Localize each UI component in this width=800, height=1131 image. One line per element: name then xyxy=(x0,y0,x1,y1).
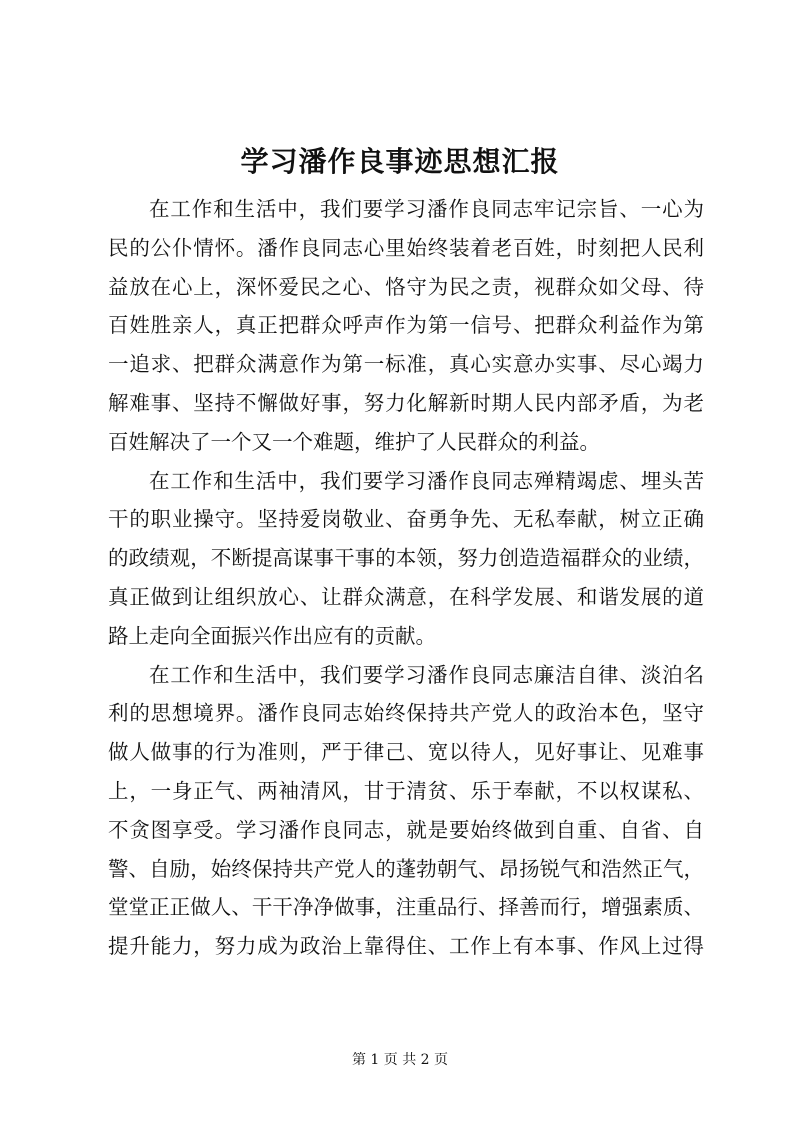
paragraph-line: 的政绩观，不断提高谋事干事的本领，努力创造造福群众的业绩， xyxy=(108,546,704,571)
paragraph-line: 警、自励，始终保持共产党人的蓬勃朝气、昂扬锐气和浩然正气， xyxy=(108,856,704,881)
paragraph-line: 真正做到让组织放心、让群众满意，在科学发展、和谐发展的道 xyxy=(108,584,704,609)
paragraph-line: 百姓胜亲人，真正把群众呼声作为第一信号、把群众利益作为第 xyxy=(108,313,704,338)
paragraph-line: 提升能力，努力成为政治上靠得住、工作上有本事、作风上过得 xyxy=(108,934,704,959)
paragraph-line: 在工作和生活中，我们要学习潘作良同志殚精竭虑、埋头苦 xyxy=(149,468,704,493)
paragraph-line: 民的公仆情怀。潘作良同志心里始终装着老百姓，时刻把人民利 xyxy=(108,235,704,260)
paragraph-line: 在工作和生活中，我们要学习潘作良同志廉洁自律、淡泊名 xyxy=(149,662,704,687)
paragraph-line: 在工作和生活中，我们要学习潘作良同志牢记宗旨、一心为 xyxy=(149,197,704,221)
paragraph-line: 上，一身正气、两袖清风，甘于清贫、乐于奉献，不以权谋私、 xyxy=(108,778,704,803)
paragraph-line: 不贪图享受。学习潘作良同志，就是要始终做到自重、自省、自 xyxy=(108,817,704,842)
paragraph-line: 路上走向全面振兴作出应有的贡献。 xyxy=(108,623,436,648)
paragraph-line: 一追求、把群众满意作为第一标准，真心实意办实事、尽心竭力 xyxy=(108,352,704,377)
paragraph-line: 做人做事的行为准则，严于律己、宽以待人，见好事让、见难事 xyxy=(108,740,704,765)
page-title: 学习潘作良事迹思想汇报 xyxy=(240,145,560,178)
paragraph-line: 百姓解决了一个又一个难题，维护了人民群众的利益。 xyxy=(108,429,600,454)
paragraph-line: 解难事、坚持不懈做好事，努力化解新时期人民内部矛盾，为老 xyxy=(108,390,704,415)
page-footer: 第 1 页 共 2 页 xyxy=(351,1052,449,1068)
paragraph-line: 益放在心上，深怀爱民之心、恪守为民之责，视群众如父母、待 xyxy=(108,274,704,299)
paragraph-line: 干的职业操守。坚持爱岗敬业、奋勇争先、无私奉献，树立正确 xyxy=(108,507,704,532)
paragraph-line: 利的思想境界。潘作良同志始终保持共产党人的政治本色，坚守 xyxy=(108,701,704,726)
paragraph-line: 堂堂正正做人、干干净净做事，注重品行、择善而行，增强素质、 xyxy=(108,895,704,920)
document-body xyxy=(108,190,704,966)
